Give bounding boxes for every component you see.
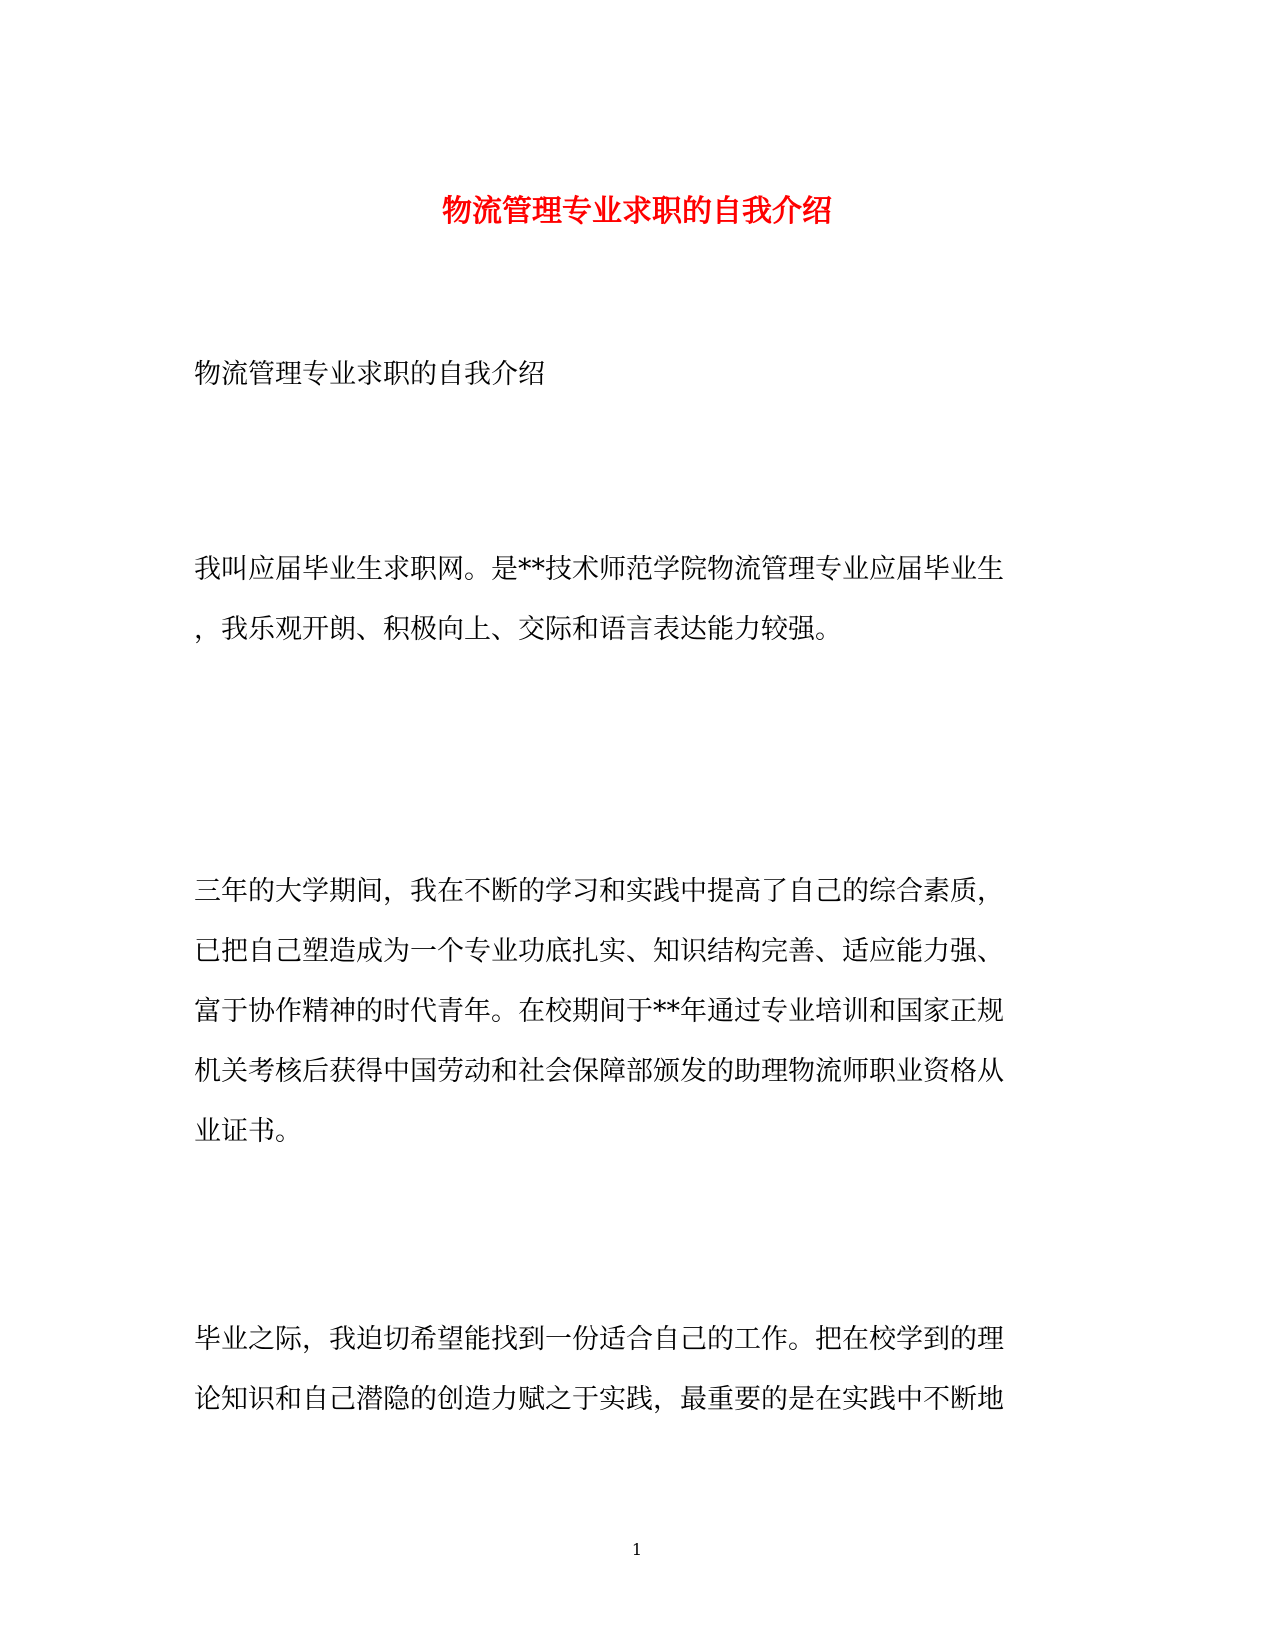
paragraph-line: 我叫应届毕业生求职网。是**技术师范学院物流管理专业应届毕业生 <box>194 554 1004 585</box>
document-subtitle <box>194 345 1074 405</box>
paragraph-line: 毕业之际，我迫切希望能找到一份适合自己的工作。把在校学到的理 <box>194 1324 1004 1355</box>
paragraph-1 <box>194 540 1074 660</box>
paragraph-line: ，我乐观开朗、积极向上、交际和语言表达能力较强。 <box>194 614 842 645</box>
paragraph-line: 三年的大学期间，我在不断的学习和实践中提高了自己的综合素质， <box>194 876 1004 907</box>
paragraph-3 <box>194 1310 1074 1430</box>
paragraph-line: 机关考核后获得中国劳动和社会保障部颁发的助理物流师职业资格从 <box>194 1056 1004 1087</box>
paragraph-line: 富于协作精神的时代青年。在校期间于**年通过专业培训和国家正规 <box>194 996 1004 1027</box>
paragraph-line: 已把自己塑造成为一个专业功底扎实、知识结构完善、适应能力强、 <box>194 936 1004 967</box>
paragraph-2 <box>194 862 1074 1162</box>
subtitle-line: 物流管理专业求职的自我介绍 <box>194 359 545 390</box>
page-number: 1 <box>631 1540 643 1559</box>
paragraph-line: 业证书。 <box>194 1116 302 1147</box>
paragraph-line: 论知识和自己潜隐的创造力赋之于实践，最重要的是在实践中不断地 <box>194 1384 1004 1415</box>
document-title: 物流管理专业求职的自我介绍 <box>442 194 832 230</box>
